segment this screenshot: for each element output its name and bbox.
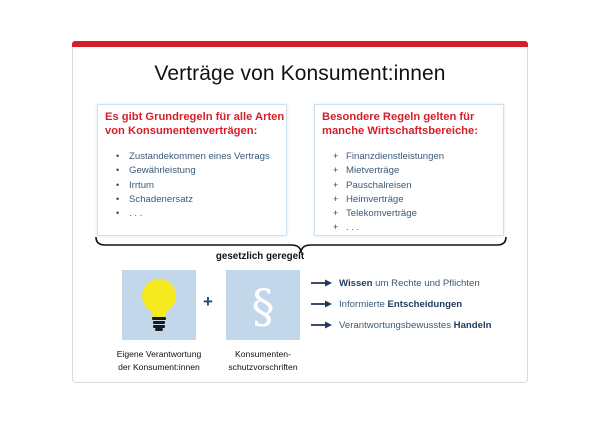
lightbulb-icon bbox=[122, 270, 196, 340]
list-item: + Mietverträge bbox=[333, 165, 400, 177]
bullet-marker: • bbox=[116, 179, 120, 190]
list-item: + Pauschalreisen bbox=[333, 179, 412, 191]
arrow-right-icon bbox=[311, 321, 333, 329]
list-item: + Finanzdienstleistungen bbox=[333, 151, 445, 162]
plus-marker: + bbox=[333, 165, 339, 176]
lightbulb-tile bbox=[122, 270, 196, 340]
bullet-marker: • bbox=[116, 165, 120, 176]
list-item: • Irrtum bbox=[116, 179, 155, 191]
paragraph-tile bbox=[226, 270, 300, 340]
bullet-marker: • bbox=[116, 208, 120, 219]
general-rules-heading bbox=[105, 110, 285, 138]
paragraph-caption-line1: Konsumenten- bbox=[235, 349, 291, 359]
bulb-caption-line1: Eigene Verantwortung bbox=[116, 349, 202, 359]
bulb-caption-line2: der Konsument:innen bbox=[118, 361, 200, 372]
plus-sign: + bbox=[203, 292, 213, 311]
bulb-caption bbox=[104, 348, 214, 373]
plus-marker: + bbox=[333, 151, 339, 161]
brace-label: gesetzlich geregelt bbox=[215, 251, 305, 262]
general-rules-heading-line1: Es gibt Grundregeln für alle Arten bbox=[105, 111, 285, 123]
bullet-marker: • bbox=[116, 193, 120, 204]
list-item: + Telekomverträge bbox=[333, 208, 417, 220]
paragraph-icon bbox=[226, 270, 300, 340]
result-action: Verantwortungsbewusstes Handeln bbox=[311, 320, 531, 331]
special-rules-heading-line2: manche Wirtschaftsbereiche: bbox=[322, 125, 478, 137]
list-item: • Gewährleistung bbox=[116, 165, 196, 177]
page-title: Verträge von Konsument:innen bbox=[154, 62, 446, 85]
list-item: • Schadenersatz bbox=[116, 193, 193, 205]
top-accent-bar bbox=[72, 41, 528, 47]
special-rules-heading bbox=[322, 110, 502, 138]
arrow-right-icon bbox=[311, 300, 333, 308]
plus-marker: + bbox=[333, 193, 339, 204]
list-item: + . . . bbox=[333, 222, 360, 234]
general-rules-list bbox=[116, 149, 270, 220]
paragraph-caption bbox=[208, 348, 318, 373]
special-rules-list bbox=[333, 149, 444, 235]
arrow-right-icon bbox=[311, 279, 333, 287]
list-item: + Heimverträge bbox=[333, 193, 404, 205]
special-rules-box bbox=[314, 104, 504, 236]
special-rules-heading-line1: Besondere Regeln gelten für bbox=[322, 111, 475, 123]
list-item: • Zustandekommen eines Vertrags bbox=[116, 151, 270, 162]
paragraph-symbol: § bbox=[251, 279, 275, 333]
list-item: • . . . bbox=[116, 208, 143, 220]
plus-marker: + bbox=[333, 208, 339, 219]
general-rules-box bbox=[97, 104, 287, 236]
plus-marker: + bbox=[333, 179, 339, 190]
bullet-marker: • bbox=[116, 151, 120, 161]
result-knowledge: Wissen um Rechte und Pflichten bbox=[311, 278, 531, 289]
plus-marker: + bbox=[333, 222, 339, 233]
paragraph-caption-line2: schutzvorschriften bbox=[228, 361, 298, 372]
general-rules-heading-line2: von Konsumentenverträgen: bbox=[105, 125, 258, 137]
result-decisions: Informierte Entscheidungen bbox=[311, 299, 531, 310]
